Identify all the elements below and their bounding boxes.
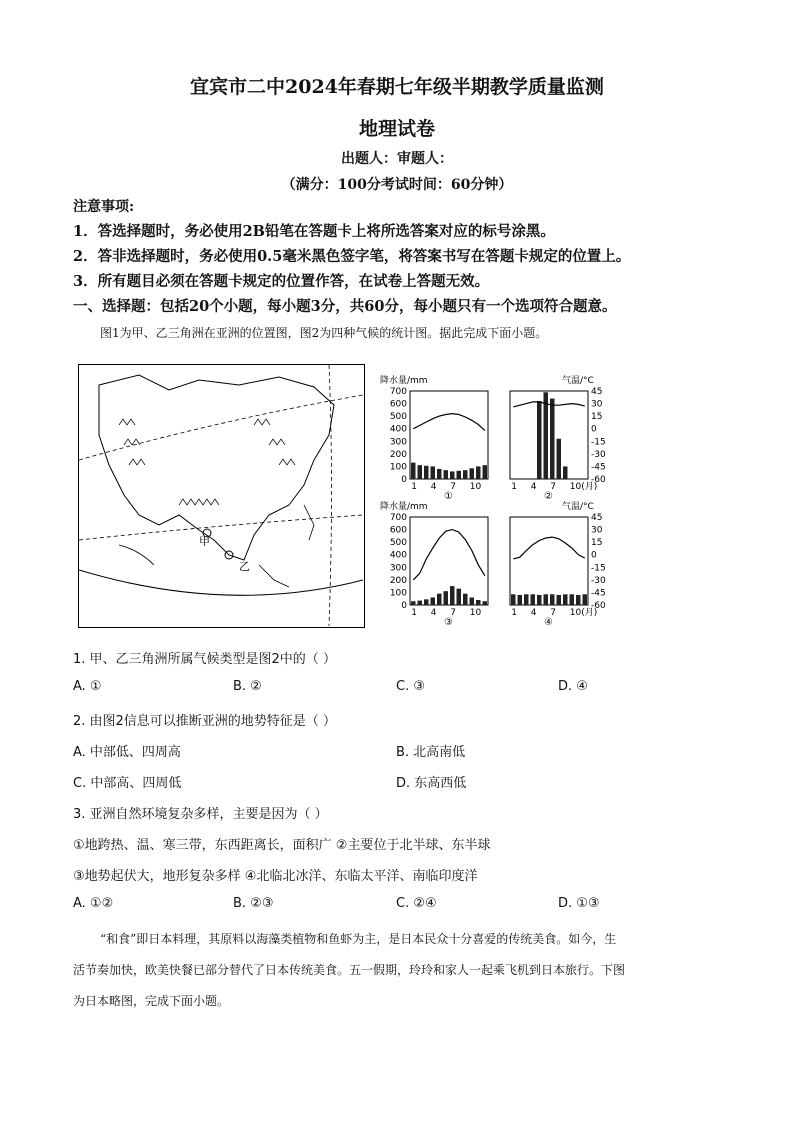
precip-bar xyxy=(557,595,562,605)
precip-bar xyxy=(557,439,562,479)
precip-bar xyxy=(418,601,423,605)
note-item: 3．所有题目必须在答题卡规定的位置作答，在试卷上答题无效。 xyxy=(73,273,490,290)
precip-bar xyxy=(463,594,468,605)
y-tick-label: 45 xyxy=(591,387,603,397)
q1-option-c[interactable]: C. ③ xyxy=(396,679,425,694)
precip-bar xyxy=(511,594,516,605)
q1-option-b[interactable]: B. ② xyxy=(233,679,262,694)
temperature-line xyxy=(513,537,585,559)
notes-heading: 注意事项: xyxy=(73,199,135,215)
precip-bar xyxy=(450,471,455,479)
y-tick-label: 200 xyxy=(389,575,407,586)
precip-bar xyxy=(544,594,549,605)
q2-option-c[interactable]: C. 中部高、四周低 xyxy=(73,776,182,791)
y-tick-label: -60 xyxy=(591,475,606,485)
precip-bar xyxy=(450,586,455,605)
q2-option-b[interactable]: B. 北高南低 xyxy=(396,745,466,760)
precip-bar xyxy=(457,589,462,605)
x-tick-label: 7 xyxy=(450,608,456,618)
precip-bar xyxy=(437,594,442,605)
precip-bar xyxy=(563,466,568,479)
precip-bar xyxy=(424,466,429,479)
q3-option-a[interactable]: A. ①② xyxy=(73,896,114,911)
y-tick-label: 0 xyxy=(591,550,597,561)
y-tick-label: 15 xyxy=(591,412,603,423)
precip-bar xyxy=(583,594,588,605)
y-axis-label: 气温/°C xyxy=(562,502,594,512)
y-tick-label: 0 xyxy=(401,475,407,485)
precip-bar xyxy=(544,392,549,479)
precip-bar xyxy=(431,597,436,605)
precip-bar xyxy=(570,594,575,605)
passage-line: “和食”即日本料理，其原料以海藻类植物和鱼虾为主，是日本民众十分喜爱的传统美食。如今，生 xyxy=(100,932,617,946)
y-tick-label: -45 xyxy=(591,588,606,599)
x-tick-label: 7 xyxy=(550,482,556,492)
map-label-jia: 甲 xyxy=(199,535,210,548)
precip-bar xyxy=(457,471,462,479)
precip-bar xyxy=(411,463,416,479)
climate-chart-4 xyxy=(500,499,610,627)
y-tick-label: -45 xyxy=(591,462,606,473)
y-tick-label: 200 xyxy=(389,449,407,460)
precip-bar xyxy=(537,401,542,479)
q1-option-d[interactable]: D. ④ xyxy=(558,679,588,694)
y-tick-label: 100 xyxy=(389,462,407,473)
y-tick-label: 100 xyxy=(389,588,407,599)
y-axis-label: 降水量/mm xyxy=(380,502,428,512)
precip-bar xyxy=(483,465,488,479)
chart-number: ① xyxy=(444,491,453,499)
precip-bar xyxy=(444,591,449,605)
y-axis-label: 降水量/mm xyxy=(380,376,428,386)
passage-line: 为日本略图，完成下面小题。 xyxy=(73,994,230,1008)
precip-bar xyxy=(524,594,529,605)
y-tick-label: -60 xyxy=(591,601,606,611)
chart-number: ② xyxy=(544,491,553,499)
x-tick-label: 4 xyxy=(530,608,537,618)
y-tick-label: 300 xyxy=(389,563,407,574)
y-tick-label: 15 xyxy=(591,538,603,549)
precip-bar xyxy=(470,597,475,605)
q3-statement: ①地跨热、温、寒三带，东西距离长，面积广 ②主要位于北半球、东半球 xyxy=(73,838,491,853)
y-tick-label: 700 xyxy=(389,513,407,523)
precip-bar xyxy=(470,468,475,479)
q2-option-a[interactable]: A. 中部低、四周高 xyxy=(73,745,181,760)
y-tick-label: 400 xyxy=(389,550,407,561)
x-tick-label: 1 xyxy=(511,482,517,492)
x-tick-label: 4 xyxy=(430,608,437,618)
precip-bar xyxy=(550,594,555,605)
temperature-line xyxy=(513,402,585,407)
q3-statement: ③地势起伏大，地形复杂多样 ④北临北冰洋、东临太平洋、南临印度洋 xyxy=(73,869,478,884)
q3-option-b[interactable]: B. ②③ xyxy=(233,896,274,911)
section-heading: 一、选择题：包括20个小题，每小题3分，共60分，每小题只有一个选项符合题意。 xyxy=(73,298,617,315)
chart-number: ④ xyxy=(544,617,553,627)
x-tick-label: 10(月) xyxy=(569,608,598,618)
y-axis-label: 气温/°C xyxy=(562,376,594,386)
question-1-stem: 1. 甲、乙三角洲所属气候类型是图2中的（ ） xyxy=(73,652,336,667)
x-tick-label: 1 xyxy=(411,608,417,618)
precip-bar xyxy=(531,594,536,605)
climate-chart-1 xyxy=(378,373,496,499)
asia-map xyxy=(79,365,363,626)
precip-bar xyxy=(483,601,488,605)
y-tick-label: 45 xyxy=(591,513,603,523)
y-tick-label: 0 xyxy=(591,424,597,435)
q2-option-d[interactable]: D. 东高西低 xyxy=(396,776,467,791)
y-tick-label: 30 xyxy=(591,525,603,536)
x-tick-label: 10 xyxy=(469,482,482,492)
plot-frame xyxy=(510,517,588,605)
note-item: 1．答选择题时，务必使用2B铅笔在答题卡上将所选答案对应的标号涂黑。 xyxy=(73,223,555,240)
y-tick-label: 300 xyxy=(389,437,407,448)
asia-map-figure xyxy=(78,364,365,628)
exam-title: 宜宾市二中2024年春期七年级半期教学质量监测 xyxy=(190,76,604,98)
precip-bar xyxy=(476,600,481,605)
temperature-line xyxy=(413,530,485,580)
precip-bar xyxy=(476,466,481,479)
x-tick-label: 4 xyxy=(530,482,537,492)
precip-bar xyxy=(437,469,442,479)
climate-chart-3 xyxy=(378,499,496,627)
x-tick-label: 4 xyxy=(430,482,437,492)
precip-bar xyxy=(563,594,568,605)
section-intro: 图1为甲、乙三角洲在亚洲的位置图，图2为四种气候的统计图。据此完成下面小题。 xyxy=(100,326,548,340)
y-tick-label: 600 xyxy=(389,399,407,410)
precip-bar xyxy=(431,466,436,479)
score-line: （满分：100分考试时间：60分钟） xyxy=(281,177,513,193)
precip-bar xyxy=(576,595,581,605)
map-label-yi: 乙 xyxy=(239,560,250,573)
precip-bar xyxy=(518,595,523,605)
x-tick-label: 1 xyxy=(411,482,417,492)
note-item: 2．答非选择题时，务必使用0.5毫米黑色签字笔，将答案书写在答题卡规定的位置上。 xyxy=(73,248,631,265)
y-tick-label: -15 xyxy=(591,563,606,574)
precip-bar xyxy=(537,595,542,605)
question-2-stem: 2. 由图2信息可以推断亚洲的地势特征是（ ） xyxy=(73,714,336,729)
precip-bar xyxy=(550,399,555,479)
precip-bar xyxy=(463,470,468,479)
y-tick-label: 500 xyxy=(389,538,407,549)
q1-option-a[interactable]: A. ① xyxy=(73,679,102,694)
y-tick-label: 400 xyxy=(389,424,407,435)
y-tick-label: 30 xyxy=(591,399,603,410)
x-tick-label: 7 xyxy=(550,608,556,618)
y-tick-label: 0 xyxy=(401,601,407,611)
setter-line: 出题人：审题人： xyxy=(341,151,453,167)
q3-option-d[interactable]: D. ①③ xyxy=(558,896,600,911)
y-tick-label: -15 xyxy=(591,437,606,448)
y-tick-label: 500 xyxy=(389,412,407,423)
x-tick-label: 10 xyxy=(469,608,482,618)
precip-bar xyxy=(411,601,416,605)
precip-bar xyxy=(444,470,449,479)
x-tick-label: 1 xyxy=(511,608,517,618)
y-tick-label: 700 xyxy=(389,387,407,397)
y-tick-label: -30 xyxy=(591,575,606,586)
passage-line: 活节奏加快，欧美快餐已部分替代了日本传统美食。五一假期，玲玲和家人一起乘飞机到日本旅行。下图 xyxy=(73,963,626,977)
question-3-stem: 3. 亚洲自然环境复杂多样，主要是因为（ ） xyxy=(73,807,328,822)
x-tick-label: 10(月) xyxy=(569,482,598,492)
chart-number: ③ xyxy=(444,617,453,627)
y-tick-label: -30 xyxy=(591,449,606,460)
subject-title: 地理试卷 xyxy=(358,118,435,140)
climate-chart-2 xyxy=(500,373,610,499)
y-tick-label: 600 xyxy=(389,525,407,536)
temperature-line xyxy=(413,414,485,431)
q3-option-c[interactable]: C. ②④ xyxy=(396,896,437,911)
precip-bar xyxy=(418,465,423,479)
precip-bar xyxy=(424,599,429,605)
x-tick-label: 7 xyxy=(450,482,456,492)
